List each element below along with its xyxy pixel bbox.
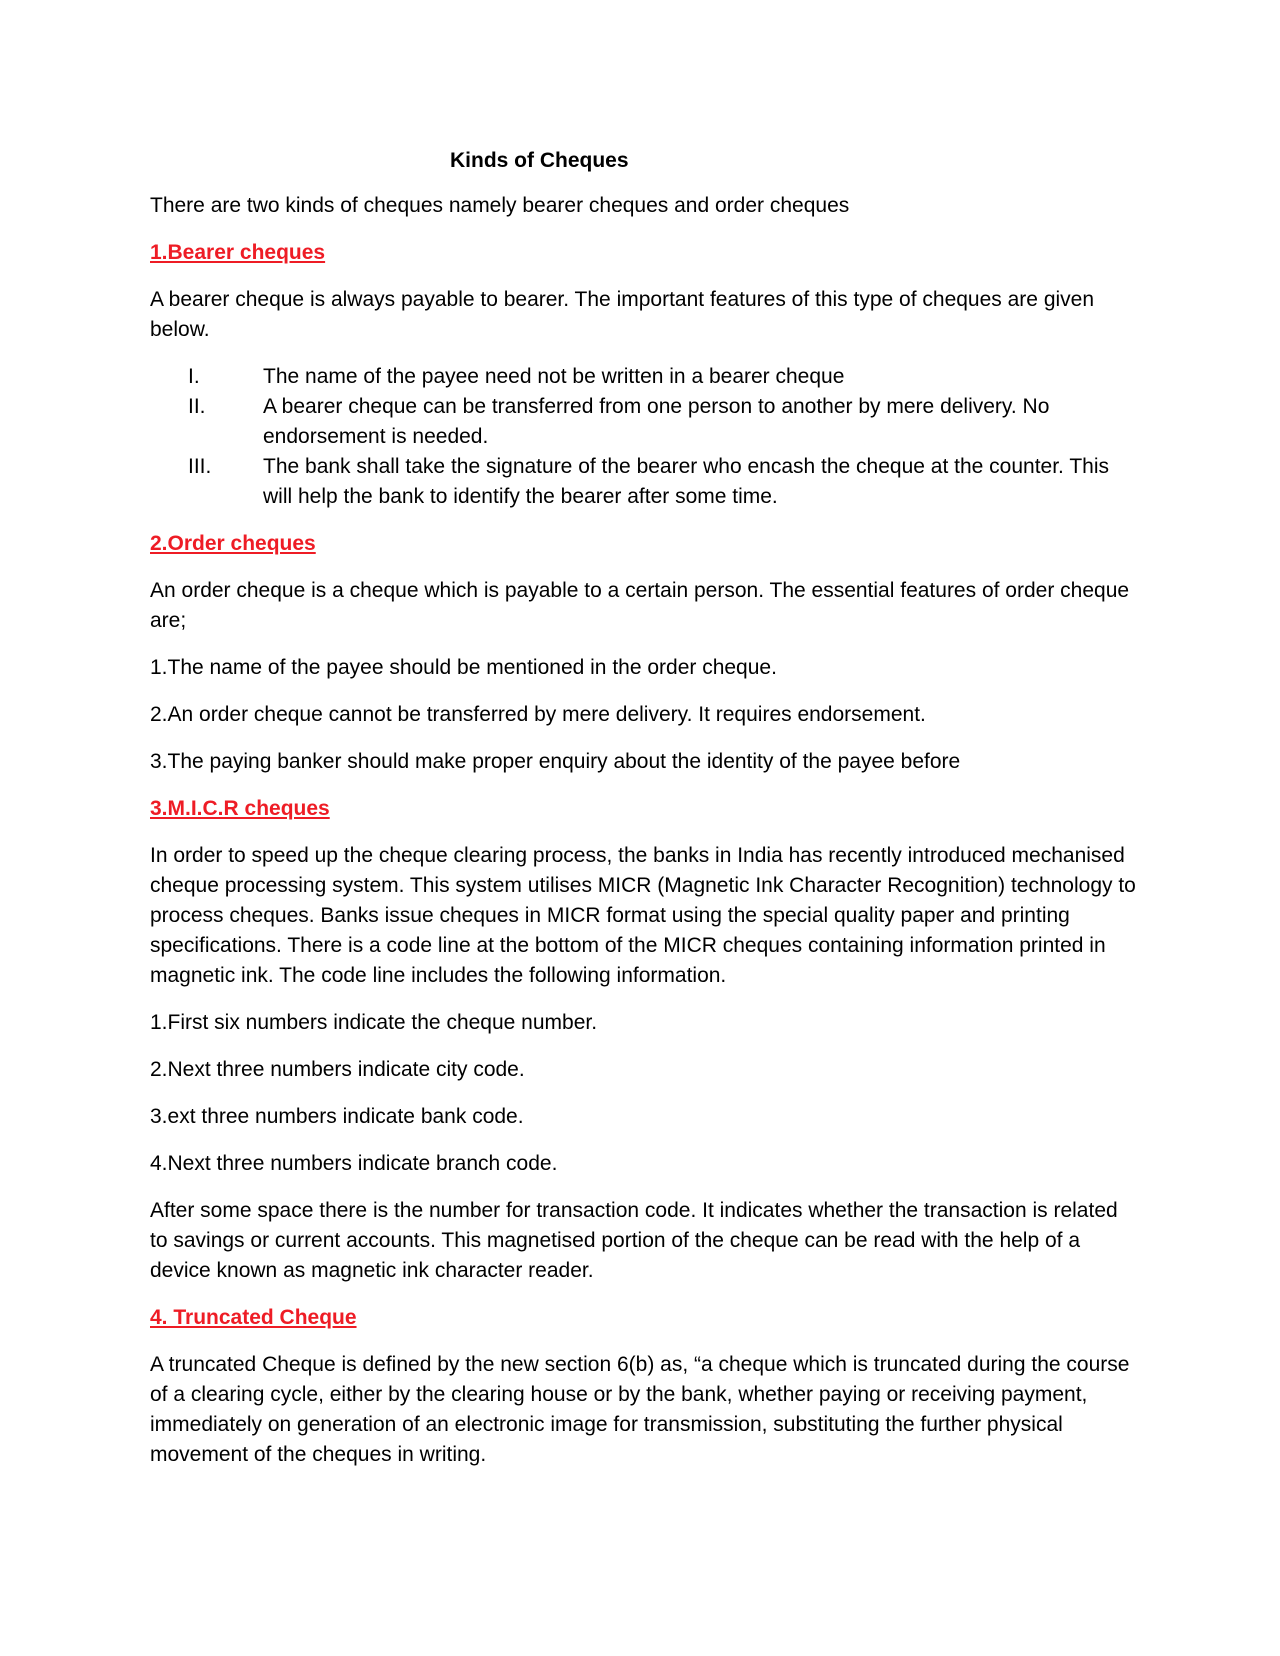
order-heading: 2.Order cheques xyxy=(150,532,316,555)
micr-item-2: 2.Next three numbers indicate city code. xyxy=(150,1058,525,1081)
order-feature-3: 3.The paying banker should make proper enquiry about the identity of the payee before xyxy=(150,750,961,773)
list-item xyxy=(150,452,1140,512)
truncated-description: A truncated Cheque is defined by the new section 6(b) as, “a cheque which is truncated during the course of a clearing cycle, either by the clearing house or by the bank, whether paying or receiving payment, immediately on generation of an electronic image for transmission, substituting the further physical movement of the cheques in writing. xyxy=(150,1353,1130,1466)
micr-item-4: 4.Next three numbers indicate branch code. xyxy=(150,1152,558,1175)
bearer-features-list xyxy=(150,362,1140,512)
micr-heading: 3.M.I.C.R cheques xyxy=(150,797,330,820)
list-item-number: III. xyxy=(188,455,212,478)
list-item xyxy=(150,392,1140,452)
truncated-heading: 4. Truncated Cheque xyxy=(150,1306,357,1329)
list-item-text: The name of the payee need not be written in a bearer cheque xyxy=(263,365,845,388)
micr-item-1: 1.First six numbers indicate the cheque number. xyxy=(150,1011,598,1034)
list-item-text: A bearer cheque can be transferred from one person to another by mere delivery. No endorsement is needed. xyxy=(263,395,1050,448)
list-item-number: I. xyxy=(188,365,200,388)
bearer-description: A bearer cheque is always payable to bearer. The important features of this type of cheques are given below. xyxy=(150,288,1095,341)
list-item-number: II. xyxy=(188,395,206,418)
intro-paragraph: There are two kinds of cheques namely bearer cheques and order cheques xyxy=(150,194,850,217)
list-item-text: The bank shall take the signature of the bearer who encash the cheque at the counter. This will help the bank to identify the bearer after some time. xyxy=(263,455,1109,508)
micr-closing: After some space there is the number for transaction code. It indicates whether the transaction is related to savings or current accounts. This magnetised portion of the cheque can be read with the help of a device known as magnetic ink character reader. xyxy=(150,1199,1118,1282)
document-title: Kinds of Cheques xyxy=(450,149,629,172)
micr-item-3: 3.ext three numbers indicate bank code. xyxy=(150,1105,524,1128)
order-feature-2: 2.An order cheque cannot be transferred by mere delivery. It requires endorsement. xyxy=(150,703,926,726)
order-description: An order cheque is a cheque which is payable to a certain person. The essential features of order cheque are; xyxy=(150,579,1130,632)
order-feature-1: 1.The name of the payee should be mentioned in the order cheque. xyxy=(150,656,777,679)
document-page xyxy=(150,146,1140,1487)
micr-description: In order to speed up the cheque clearing process, the banks in India has recently introduced mechanised cheque processing system. This system utilises MICR (Magnetic Ink Character Recognition) technology to process cheques. Banks issue cheques in MICR format using the special quality paper and printing specifications. There is a code line at the bottom of the MICR cheques containing information printed in magnetic ink. The code line includes the following information. xyxy=(150,844,1136,987)
list-item xyxy=(150,362,1140,392)
bearer-heading: 1.Bearer cheques xyxy=(150,241,326,264)
